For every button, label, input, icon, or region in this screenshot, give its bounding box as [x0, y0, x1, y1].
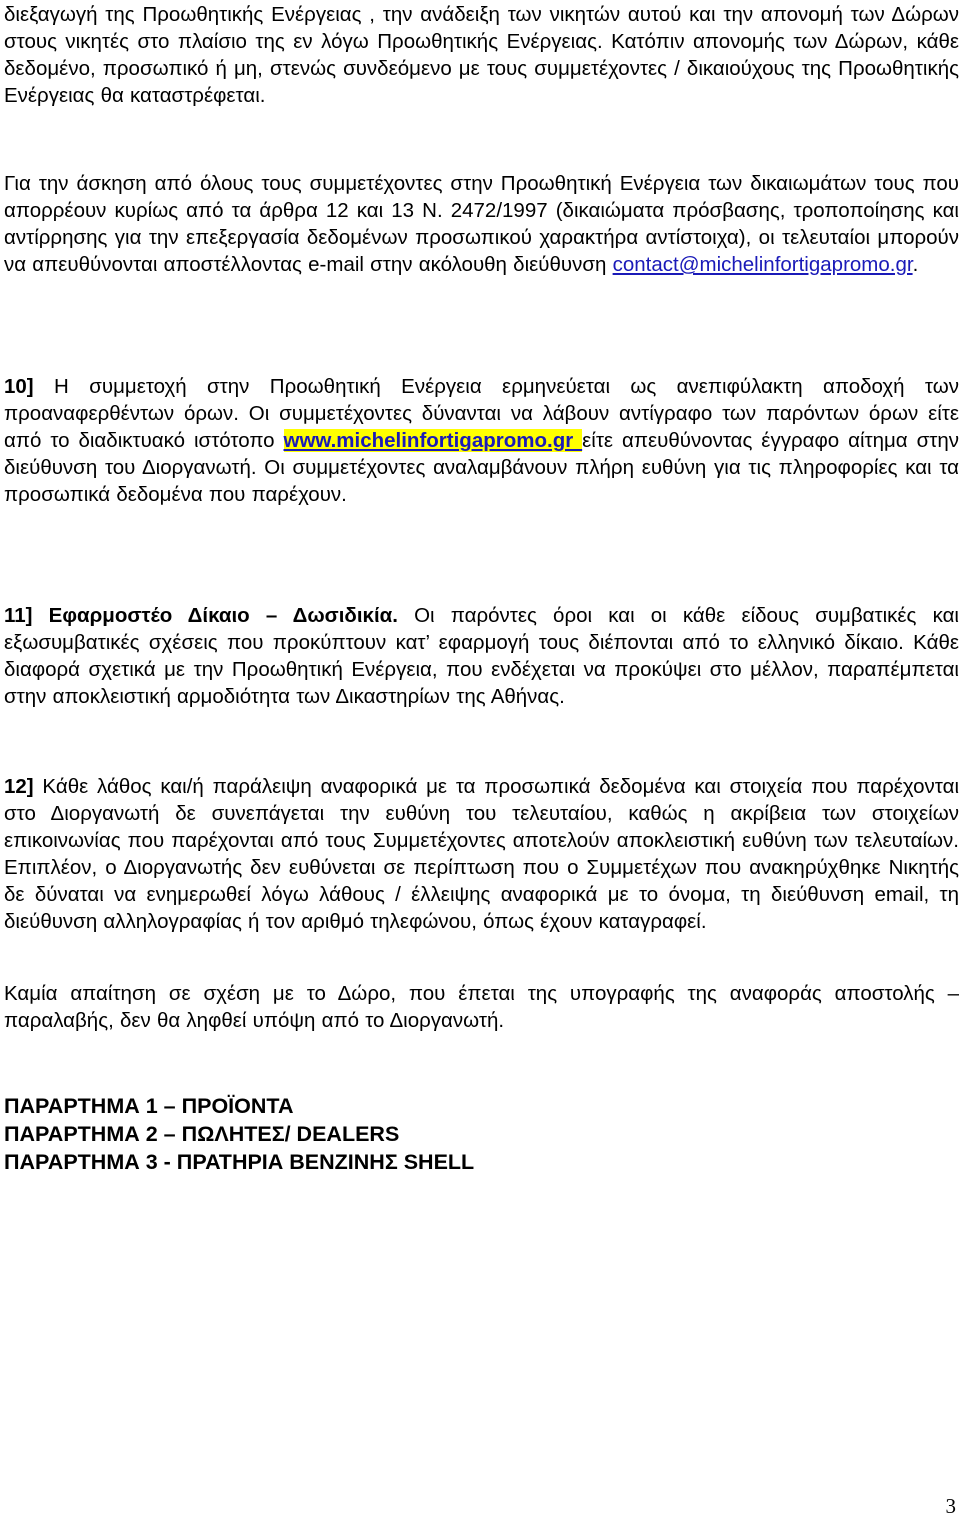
data-rights-paragraph [4, 170, 959, 278]
section-10-paragraph [4, 373, 959, 508]
website-link[interactable]: www.michelinfortigapromo.gr [283, 429, 583, 452]
section-11-heading: 11] Εφαρμοστέο Δίκαιο – Δωσιδικία. [4, 604, 398, 627]
section-12-number: 12] [4, 775, 34, 798]
annex-list [4, 1092, 474, 1176]
data-rights-period: . [912, 253, 919, 276]
section-11-text: Οι παρόντες όροι και οι κάθε είδους συμβατικές και εξωσυμβατικές σχέσεις που προκύπτουν κατ’ εφαρμογή τους διέπονται από το ελληνικό δίκαιο. Κάθε διαφορά σχετικά με την Προωθητική Ενέργεια, που ενδέχεται να προκύψει στο μέλλον, παραπέμπεται στην αποκλειστική αρμοδιότητα των Δικαστηρίων της Αθήνας. [4, 604, 959, 708]
section-12-paragraph [4, 773, 959, 935]
annex-1-heading: ΠΑΡΑΡΤΗΜΑ 1 – ΠΡΟΪΟΝΤΑ [4, 1094, 294, 1118]
annex-3-heading: ΠΑΡΑΡΤΗΜΑ 3 - ΠΡΑΤΗΡΙΑ ΒΕΝΖΙΝΗΣ SHELL [4, 1150, 475, 1174]
section-10-text-after: είτε απευθύνοντας έγγραφο αίτημα στην διεύθυνση του Διοργανωτή. Οι συμμετέχοντες αναλαμβάνουν πλήρη ευθύνη για τις πληροφορίες και τα προσωπικά δεδομένα που παρέχουν. [4, 429, 959, 506]
intro-paragraph: διεξαγωγή της Προωθητικής Ενέργειας , την ανάδειξη των νικητών αυτού και την απονομή των Δώρων στους νικητές στο πλαίσιο της εν λόγω Προωθητικής Ενέργειας. Κατόπιν απονομής των Δώρων, κάθε δεδομένο, προσωπικό ή μη, στενώς συνδεόμενο με τους συμμετέχοντες / δικαιούχους της Προωθητικής Ενέργειας θα καταστρέφεται. [4, 3, 959, 107]
page-number: 3 [945, 1494, 956, 1518]
section-10-number: 10] [4, 375, 34, 398]
section-12-text: Κάθε λάθος και/ή παράλειψη αναφορικά με τα προσωπικά δεδομένα και στοιχεία που παρέχονται στο Διοργανωτή δε συνεπάγεται την ευθύνη του τελευταίου, καθώς η ακρίβεια των στοιχείων επικοινωνίας που παρέχονται από τους Συμμετέχοντες αποτελούν αποκλειστική ευθύνη των τελευταίων. Επιπλέον, ο Διοργανωτής δεν ευθύνεται σε περίπτωση που ο Συμμετέχων που ανακηρύχθηκε Νικητής δε δύναται να ενημερωθεί λόγω λάθους / έλλειψης αναφορικά με το όνομα, τη διεύθυνση email, τη διεύθυνση αλληλογραφίας ή τον αριθμό τηλεφώνου, όπως έχουν καταγραφεί. [4, 775, 959, 933]
section-12-claim-paragraph: Καμία απαίτηση σε σχέση με το Δώρο, που έπεται της υπογραφής της αναφοράς αποστολής –παραλαβής, δεν θα ληφθεί υπόψη από το Διοργανωτή. [4, 982, 959, 1032]
section-11-paragraph [4, 602, 959, 710]
section-10-text-before: Η συμμετοχή στην Προωθητική Ενέργεια ερμηνεύεται ως ανεπιφύλακτη αποδοχή των προαναφερθέντων όρων. Οι συμμετέχοντες δύνανται να λάβουν αντίγραφο των παρόντων όρων είτε από το διαδικτυακό ιστότοπο [4, 375, 959, 452]
contact-email-link[interactable]: contact@michelinfortigapromo.gr [612, 253, 913, 276]
data-rights-text: Για την άσκηση από όλους τους συμμετέχοντες στην Προωθητική Ενέργεια των δικαιωμάτων τους που απορρέουν κυρίως από τα άρθρα 12 και 13 Ν. 2472/1997 (δικαιώματα πρόσβασης, τροποποίησης και αντίρρησης για την επεξεργασία δεδομένων προσωπικού χαρακτήρα αντίστοιχα), οι τελευταίοι μπορούν να απευθύνονται αποστέλλοντας e-mail στην ακόλουθη διεύθυνση [4, 172, 959, 276]
annex-2-heading: ΠΑΡΑΡΤΗΜΑ 2 – ΠΩΛΗΤΕΣ/ DEALERS [4, 1122, 400, 1146]
